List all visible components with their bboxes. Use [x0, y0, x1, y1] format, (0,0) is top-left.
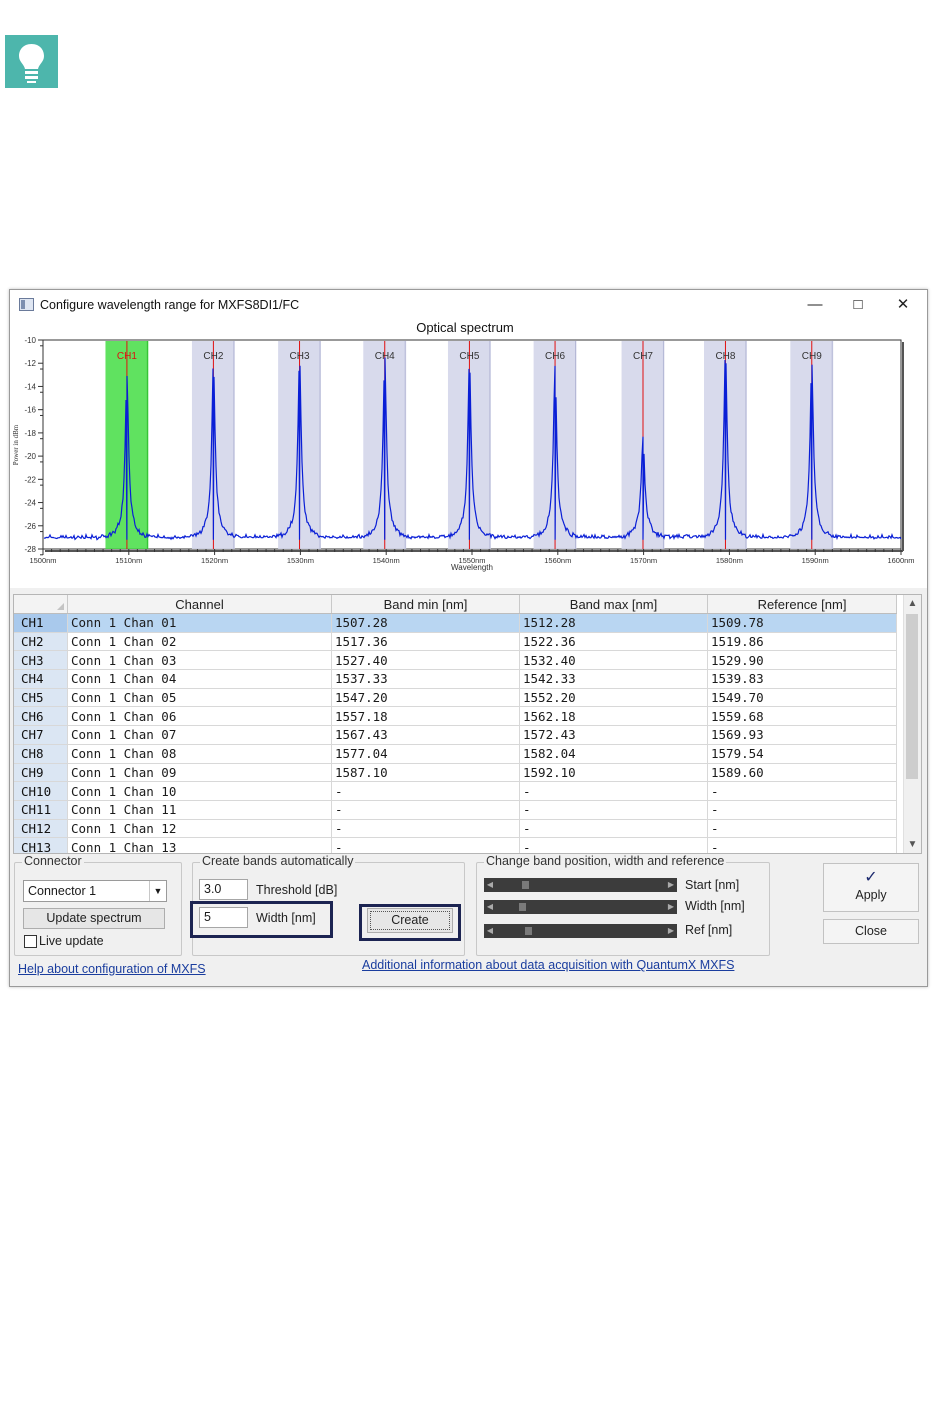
table-row[interactable]	[14, 838, 897, 854]
cell-band-max[interactable]: 1512.28	[520, 614, 708, 633]
cell-channel[interactable]: Conn 1 Chan 09	[68, 763, 332, 782]
optical-spectrum-chart	[10, 320, 927, 588]
row-header[interactable]: CH5	[14, 688, 68, 707]
apply-button[interactable]	[823, 863, 919, 912]
cell-channel[interactable]: Conn 1 Chan 05	[68, 688, 332, 707]
minimize-icon[interactable]: —	[807, 296, 823, 313]
channel-label-ch2: CH2	[203, 351, 224, 362]
cell-band-min[interactable]: 1557.18	[332, 707, 520, 726]
cell-reference[interactable]: 1549.70	[708, 688, 897, 707]
cell-band-min[interactable]: 1527.40	[332, 651, 520, 670]
cell-band-max[interactable]: 1552.20	[520, 688, 708, 707]
cell-band-min[interactable]: 1587.10	[332, 763, 520, 782]
close-button[interactable]: Close	[823, 919, 919, 944]
cell-reference[interactable]: -	[708, 838, 897, 854]
channel-label-ch4: CH4	[374, 351, 395, 362]
channel-label-ch6: CH6	[545, 351, 566, 362]
dialog-title: Configure wavelength range for MXFS8DI1/FC	[40, 298, 300, 312]
x-tick-label: 1600nm	[887, 556, 915, 565]
cell-band-max[interactable]: -	[520, 819, 708, 838]
title-bar	[10, 290, 927, 320]
cell-band-max[interactable]: 1542.33	[520, 670, 708, 689]
configure-wavelength-dialog	[9, 289, 928, 987]
checkmark-icon: ✓	[864, 869, 878, 886]
table-row[interactable]	[14, 744, 897, 763]
cell-band-min[interactable]: -	[332, 800, 520, 819]
x-tick-label: 1590nm	[801, 556, 829, 565]
channel-label-ch3: CH3	[289, 351, 310, 362]
cell-channel[interactable]: Conn 1 Chan 12	[68, 819, 332, 838]
row-header[interactable]: CH2	[14, 632, 68, 651]
cell-band-max[interactable]: 1532.40	[520, 651, 708, 670]
row-header[interactable]: CH12	[14, 819, 68, 838]
update-spectrum-button[interactable]: Update spectrum	[23, 908, 165, 929]
table-row[interactable]	[14, 726, 897, 745]
row-header[interactable]: CH8	[14, 744, 68, 763]
x-tick-label: 1560nm	[544, 556, 572, 565]
channel-label-ch9: CH9	[801, 351, 822, 362]
chart-title: Optical spectrum	[416, 320, 514, 335]
y-tick-label: -22	[24, 475, 36, 485]
row-header[interactable]: CH1	[14, 614, 68, 633]
x-tick-label: 1540nm	[372, 556, 400, 565]
ref-slider[interactable]	[484, 924, 677, 938]
x-tick-label: 1510nm	[115, 556, 143, 565]
slider-right-arrow-icon[interactable]: ▶	[667, 926, 675, 935]
threshold-label: Threshold [dB]	[256, 883, 338, 897]
channel-label-ch5: CH5	[459, 351, 480, 362]
cell-band-min[interactable]: 1537.33	[332, 670, 520, 689]
chevron-down-icon[interactable]: ▼	[149, 881, 166, 901]
y-tick-label: -16	[24, 405, 36, 415]
x-tick-label: 1570nm	[630, 556, 658, 565]
table-row[interactable]	[14, 670, 897, 689]
column-header-band-max[interactable]: Band max [nm]	[520, 595, 708, 614]
cell-channel[interactable]: Conn 1 Chan 04	[68, 670, 332, 689]
x-axis-label: Wavelength	[451, 563, 493, 572]
row-header[interactable]: CH6	[14, 707, 68, 726]
channel-label-ch7: CH7	[632, 351, 654, 362]
y-tick-label: -28	[24, 545, 36, 554]
row-header[interactable]: CH9	[14, 763, 68, 782]
cell-band-max[interactable]: -	[520, 838, 708, 854]
table-scrollbar[interactable]	[903, 595, 921, 853]
table-row[interactable]	[14, 763, 897, 782]
cell-channel[interactable]: Conn 1 Chan 10	[68, 782, 332, 801]
y-tick-label: -12	[24, 359, 36, 369]
start-label: Start [nm]	[685, 878, 740, 892]
threshold-input[interactable]: 3.0	[199, 879, 248, 900]
width-slider[interactable]	[484, 900, 677, 914]
band-width-label: Width [nm]	[685, 899, 745, 913]
scroll-down-icon[interactable]: ▼	[907, 839, 918, 850]
live-update-checkbox[interactable]	[24, 935, 37, 948]
y-axis-label: Power in dBm	[12, 424, 20, 466]
cell-band-max[interactable]: 1592.10	[520, 763, 708, 782]
cell-band-max[interactable]: 1522.36	[520, 632, 708, 651]
row-header[interactable]: CH3	[14, 651, 68, 670]
cell-reference[interactable]: -	[708, 819, 897, 838]
row-header[interactable]: CH7	[14, 726, 68, 745]
width-slider-knob[interactable]	[519, 903, 526, 911]
table-corner[interactable]	[14, 595, 68, 614]
cell-band-min[interactable]: 1577.04	[332, 744, 520, 763]
y-tick-label: -10	[24, 336, 36, 345]
y-tick-label: -20	[24, 452, 36, 462]
spectrum-svg	[10, 320, 927, 588]
ref-slider-knob[interactable]	[525, 927, 532, 935]
table-row[interactable]	[14, 707, 897, 726]
width-input[interactable]: 5	[199, 907, 248, 928]
cell-reference[interactable]: 1509.78	[708, 614, 897, 633]
maximize-icon[interactable]: □	[853, 296, 863, 313]
cell-band-min[interactable]: 1517.36	[332, 632, 520, 651]
cell-band-min[interactable]: -	[332, 782, 520, 801]
cell-band-max[interactable]: -	[520, 782, 708, 801]
create-button[interactable]: Create	[367, 908, 453, 933]
cell-channel[interactable]: Conn 1 Chan 03	[68, 651, 332, 670]
window-icon	[19, 298, 34, 311]
table-row[interactable]	[14, 782, 897, 801]
row-header[interactable]: CH10	[14, 782, 68, 801]
width-label: Width [nm]	[256, 911, 316, 925]
cell-band-min[interactable]: 1567.43	[332, 726, 520, 745]
x-tick-label: 1580nm	[715, 556, 743, 565]
row-header[interactable]: CH11	[14, 800, 68, 819]
apply-label: Apply	[855, 888, 887, 902]
cell-channel[interactable]: Conn 1 Chan 11	[68, 800, 332, 819]
slider-left-arrow-icon[interactable]: ◀	[486, 926, 494, 935]
slider-left-arrow-icon[interactable]: ◀	[486, 880, 494, 889]
cell-channel[interactable]: Conn 1 Chan 01	[68, 614, 332, 633]
table-row[interactable]	[14, 614, 897, 633]
cell-band-min[interactable]: -	[332, 838, 520, 854]
cell-reference[interactable]: 1529.90	[708, 651, 897, 670]
cell-band-max[interactable]: 1582.04	[520, 744, 708, 763]
y-tick-label: -24	[24, 498, 36, 508]
cell-band-min[interactable]: -	[332, 819, 520, 838]
create-bands-group-title: Create bands automatically	[202, 854, 354, 868]
cell-channel[interactable]: Conn 1 Chan 06	[68, 707, 332, 726]
y-tick-label: -14	[24, 382, 36, 392]
column-header-channel[interactable]: Channel	[68, 595, 332, 614]
cell-reference[interactable]: 1579.54	[708, 744, 897, 763]
cell-channel[interactable]: Conn 1 Chan 07	[68, 726, 332, 745]
table-row[interactable]	[14, 800, 897, 819]
change-band-group-title: Change band position, width and reference	[486, 854, 725, 868]
slider-left-arrow-icon[interactable]: ◀	[486, 902, 494, 911]
scroll-up-icon[interactable]: ▲	[907, 598, 918, 609]
live-update-label: Live update	[39, 934, 104, 948]
y-tick-label: -18	[24, 428, 36, 438]
row-header[interactable]: CH13	[14, 838, 68, 854]
close-icon[interactable]: ✕	[896, 296, 910, 313]
x-tick-label: 1500nm	[29, 556, 57, 565]
channel-table	[13, 594, 922, 854]
slider-right-arrow-icon[interactable]: ▶	[667, 880, 675, 889]
cell-reference[interactable]: 1559.68	[708, 707, 897, 726]
start-slider[interactable]	[484, 878, 677, 892]
cell-band-max[interactable]: -	[520, 800, 708, 819]
channel-label-ch8: CH8	[715, 351, 736, 362]
ref-label: Ref [nm]	[685, 923, 733, 937]
channel-label-ch1: CH1	[116, 351, 137, 362]
cell-reference[interactable]: -	[708, 800, 897, 819]
cell-channel[interactable]: Conn 1 Chan 08	[68, 744, 332, 763]
cell-band-max[interactable]: 1562.18	[520, 707, 708, 726]
slider-right-arrow-icon[interactable]: ▶	[667, 902, 675, 911]
connector-select[interactable]	[23, 880, 167, 902]
table-row[interactable]	[14, 651, 897, 670]
cell-reference[interactable]: 1569.93	[708, 726, 897, 745]
cell-band-min[interactable]: 1507.28	[332, 614, 520, 633]
cell-reference[interactable]: 1539.83	[708, 670, 897, 689]
cell-reference[interactable]: -	[708, 782, 897, 801]
table-header-row	[14, 595, 897, 614]
start-slider-knob[interactable]	[522, 881, 529, 889]
cell-channel[interactable]: Conn 1 Chan 13	[68, 838, 332, 854]
x-tick-label: 1550nm	[458, 556, 486, 565]
column-header-band-min[interactable]: Band min [nm]	[332, 595, 520, 614]
info-link[interactable]: Additional information about data acquisition with QuantumX MXFS	[362, 958, 735, 972]
cell-channel[interactable]: Conn 1 Chan 02	[68, 632, 332, 651]
cell-reference[interactable]: 1519.86	[708, 632, 897, 651]
x-tick-label: 1530nm	[286, 556, 314, 565]
table-row[interactable]	[14, 632, 897, 651]
x-tick-label: 1520nm	[201, 556, 229, 565]
cell-band-max[interactable]: 1572.43	[520, 726, 708, 745]
y-tick-label: -26	[24, 521, 36, 531]
table-row[interactable]	[14, 819, 897, 838]
cell-reference[interactable]: 1589.60	[708, 763, 897, 782]
connector-select-value: Connector 1	[28, 884, 97, 898]
connector-group-title: Connector	[24, 854, 82, 868]
lightbulb-icon	[5, 35, 58, 88]
table-row[interactable]	[14, 688, 897, 707]
scroll-thumb[interactable]	[906, 614, 918, 779]
help-link[interactable]: Help about configuration of MXFS	[18, 962, 206, 976]
row-header[interactable]: CH4	[14, 670, 68, 689]
cell-band-min[interactable]: 1547.20	[332, 688, 520, 707]
column-header-reference[interactable]: Reference [nm]	[708, 595, 897, 614]
